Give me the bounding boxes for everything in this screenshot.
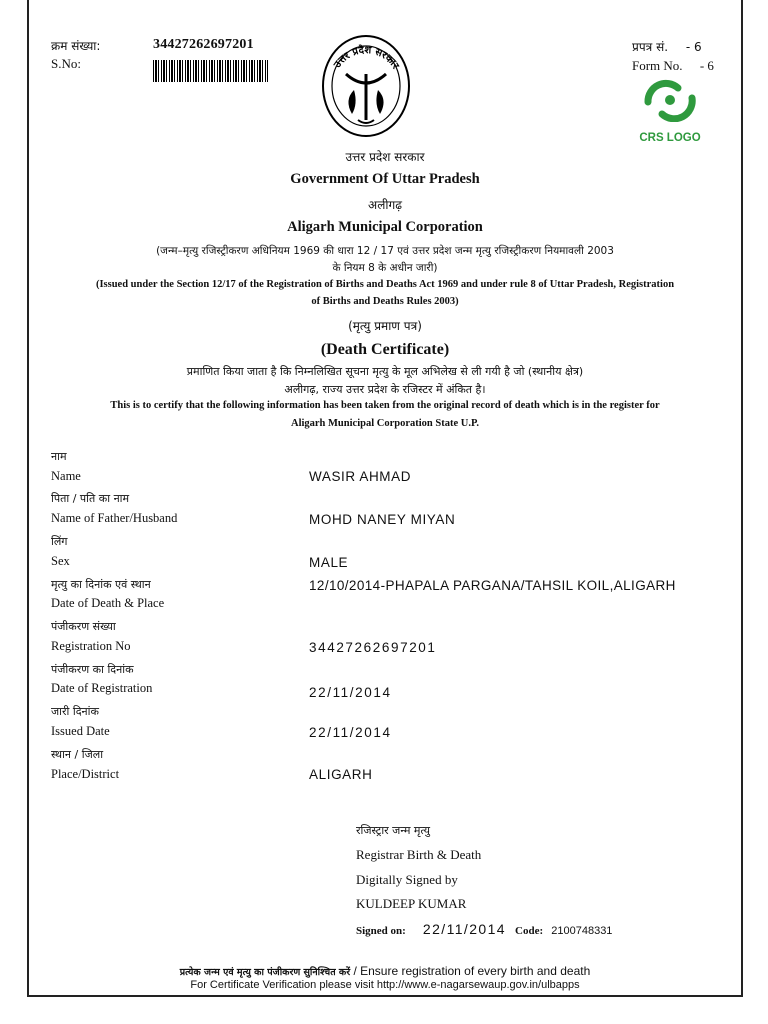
- field-label-hi: जारी दिनांक: [51, 705, 99, 718]
- govt-title-hi: उत्तर प्रदेश सरकार: [345, 150, 425, 164]
- registrar-title-hi: रजिस्ट्रार जन्म मृत्यु: [356, 824, 431, 837]
- registrar-title-en: Registrar Birth & Death: [356, 847, 482, 862]
- form-label-en: [632, 58, 714, 74]
- field-value-registration-date: 22/11/2014: [309, 685, 392, 700]
- field-value-issued-date: 22/11/2014: [309, 725, 392, 740]
- field-label-en: Place/District: [51, 767, 120, 781]
- signed-on-value: 22/11/2014: [422, 921, 506, 937]
- act-hi-line1: (जन्म–मृत्यु रजिस्ट्रीकरण अधिनियम 1969 की धारा 12 / 17 एवं उत्तर प्रदेश जन्म मृत्यु रजिस्ट्रीकरण नियमावली 2003: [156, 245, 614, 257]
- crs-logo-icon: [634, 78, 706, 122]
- field-value-sex: MALE: [309, 555, 349, 570]
- field-label-en: Registration No: [51, 639, 131, 653]
- crs-logo-text: CRS LOGO: [639, 132, 701, 144]
- field-label-en: Name: [51, 469, 81, 483]
- field-label-en: Issued Date: [51, 724, 110, 738]
- act-hi-line2: के नियम 8 के अधीन जारी): [332, 262, 438, 274]
- field-label-en: Date of Registration: [51, 681, 153, 695]
- signed-on-label: Signed on:: [356, 925, 406, 937]
- form-number-en: - 6: [699, 58, 714, 73]
- field-label-hi: पंजीकरण का दिनांक: [51, 663, 134, 676]
- form-label-hi: [632, 38, 702, 55]
- ensure-registration-line: [27, 960, 743, 979]
- registrar-name: KULDEEP KUMAR: [356, 896, 467, 911]
- field-value-name: WASIR AHMAD: [309, 469, 412, 484]
- field-label-en: Date of Death & Place: [51, 596, 165, 610]
- ensure-en: / Ensure registration of every birth and death: [350, 964, 591, 978]
- ensure-hi: प्रत्येक जन्म एवं मृत्यु का पंजीकरण सुनिश्चित करें: [179, 967, 351, 978]
- corporation-title: Aligarh Municipal Corporation: [287, 219, 483, 235]
- field-value-death: 12/10/2014-PHAPALA PARGANA/TAHSIL KOIL,ALIGARH: [309, 578, 676, 593]
- field-label-en: Name of Father/Husband: [51, 511, 178, 525]
- cert-title-hi: (मृत्यु प्रमाण पत्र): [348, 319, 422, 333]
- verification-note: For Certificate Verification please visit http://www.e-nagarsewaup.gov.in/ulbapps: [190, 979, 580, 991]
- act-en-line2: of Births and Deaths Rules 2003): [311, 296, 459, 307]
- form-label-hi-text: प्रपत्र सं.: [632, 40, 669, 54]
- field-label-hi: नाम: [51, 450, 67, 463]
- govt-title-en: Government Of Uttar Pradesh: [290, 171, 480, 187]
- field-value-place: ALIGARH: [309, 767, 373, 782]
- up-government-emblem: [320, 34, 412, 142]
- emblem-arc-text: उत्तर प्रदेश सरकार: [332, 45, 401, 72]
- city-hi: अलीगढ़: [368, 198, 402, 212]
- field-label-hi: स्थान / जिला: [51, 748, 104, 761]
- field-label-hi: पंजीकरण संख्या: [51, 620, 116, 633]
- cert-title-en: (Death Certificate): [320, 341, 450, 358]
- signature-line: [356, 919, 612, 938]
- barcode: [153, 60, 268, 82]
- field-label-hi: मृत्यु का दिनांक एवं स्थान: [51, 578, 151, 591]
- certify-en-line2: Aligarh Municipal Corporation State U.P.: [290, 418, 480, 429]
- field-value-registration-no: 34427262697201: [309, 640, 437, 655]
- field-label-en: Sex: [51, 554, 70, 568]
- act-en-line1: (Issued under the Section 12/17 of the Registration of Births and Deaths Act 1969 and under rule 8 of Uttar Pradesh, Registration: [95, 279, 675, 290]
- form-label-en-text: Form No.: [632, 58, 683, 73]
- serial-number: 34427262697201: [153, 37, 254, 52]
- certify-en-line1: This is to certify that the following information has been taken from the original record of death which is in the register for: [110, 400, 660, 411]
- crs-logo: [634, 78, 706, 142]
- field-label-hi: लिंग: [51, 535, 68, 548]
- code-value: 2100748331: [551, 925, 613, 937]
- field-label-hi: पिता / पति का नाम: [51, 492, 130, 505]
- certify-hi-line2: अलीगढ़, राज्य उत्तर प्रदेश के रजिस्टर में अंकित है।: [284, 383, 486, 396]
- field-value-father: MOHD NANEY MIYAN: [309, 512, 456, 527]
- serial-label-hi: क्रम संख्या:: [51, 39, 101, 53]
- form-number-hi: - 6: [685, 40, 702, 54]
- certify-hi-line1: प्रमाणित किया जाता है कि निम्नलिखित सूचना मृत्यु के मूल अभिलेख से ली गयी है जो (स्थानीय क्षेत्र): [186, 365, 584, 378]
- code-label: Code:: [515, 925, 544, 937]
- serial-label-en: S.No:: [51, 56, 81, 71]
- digitally-signed-label: Digitally Signed by: [356, 872, 458, 887]
